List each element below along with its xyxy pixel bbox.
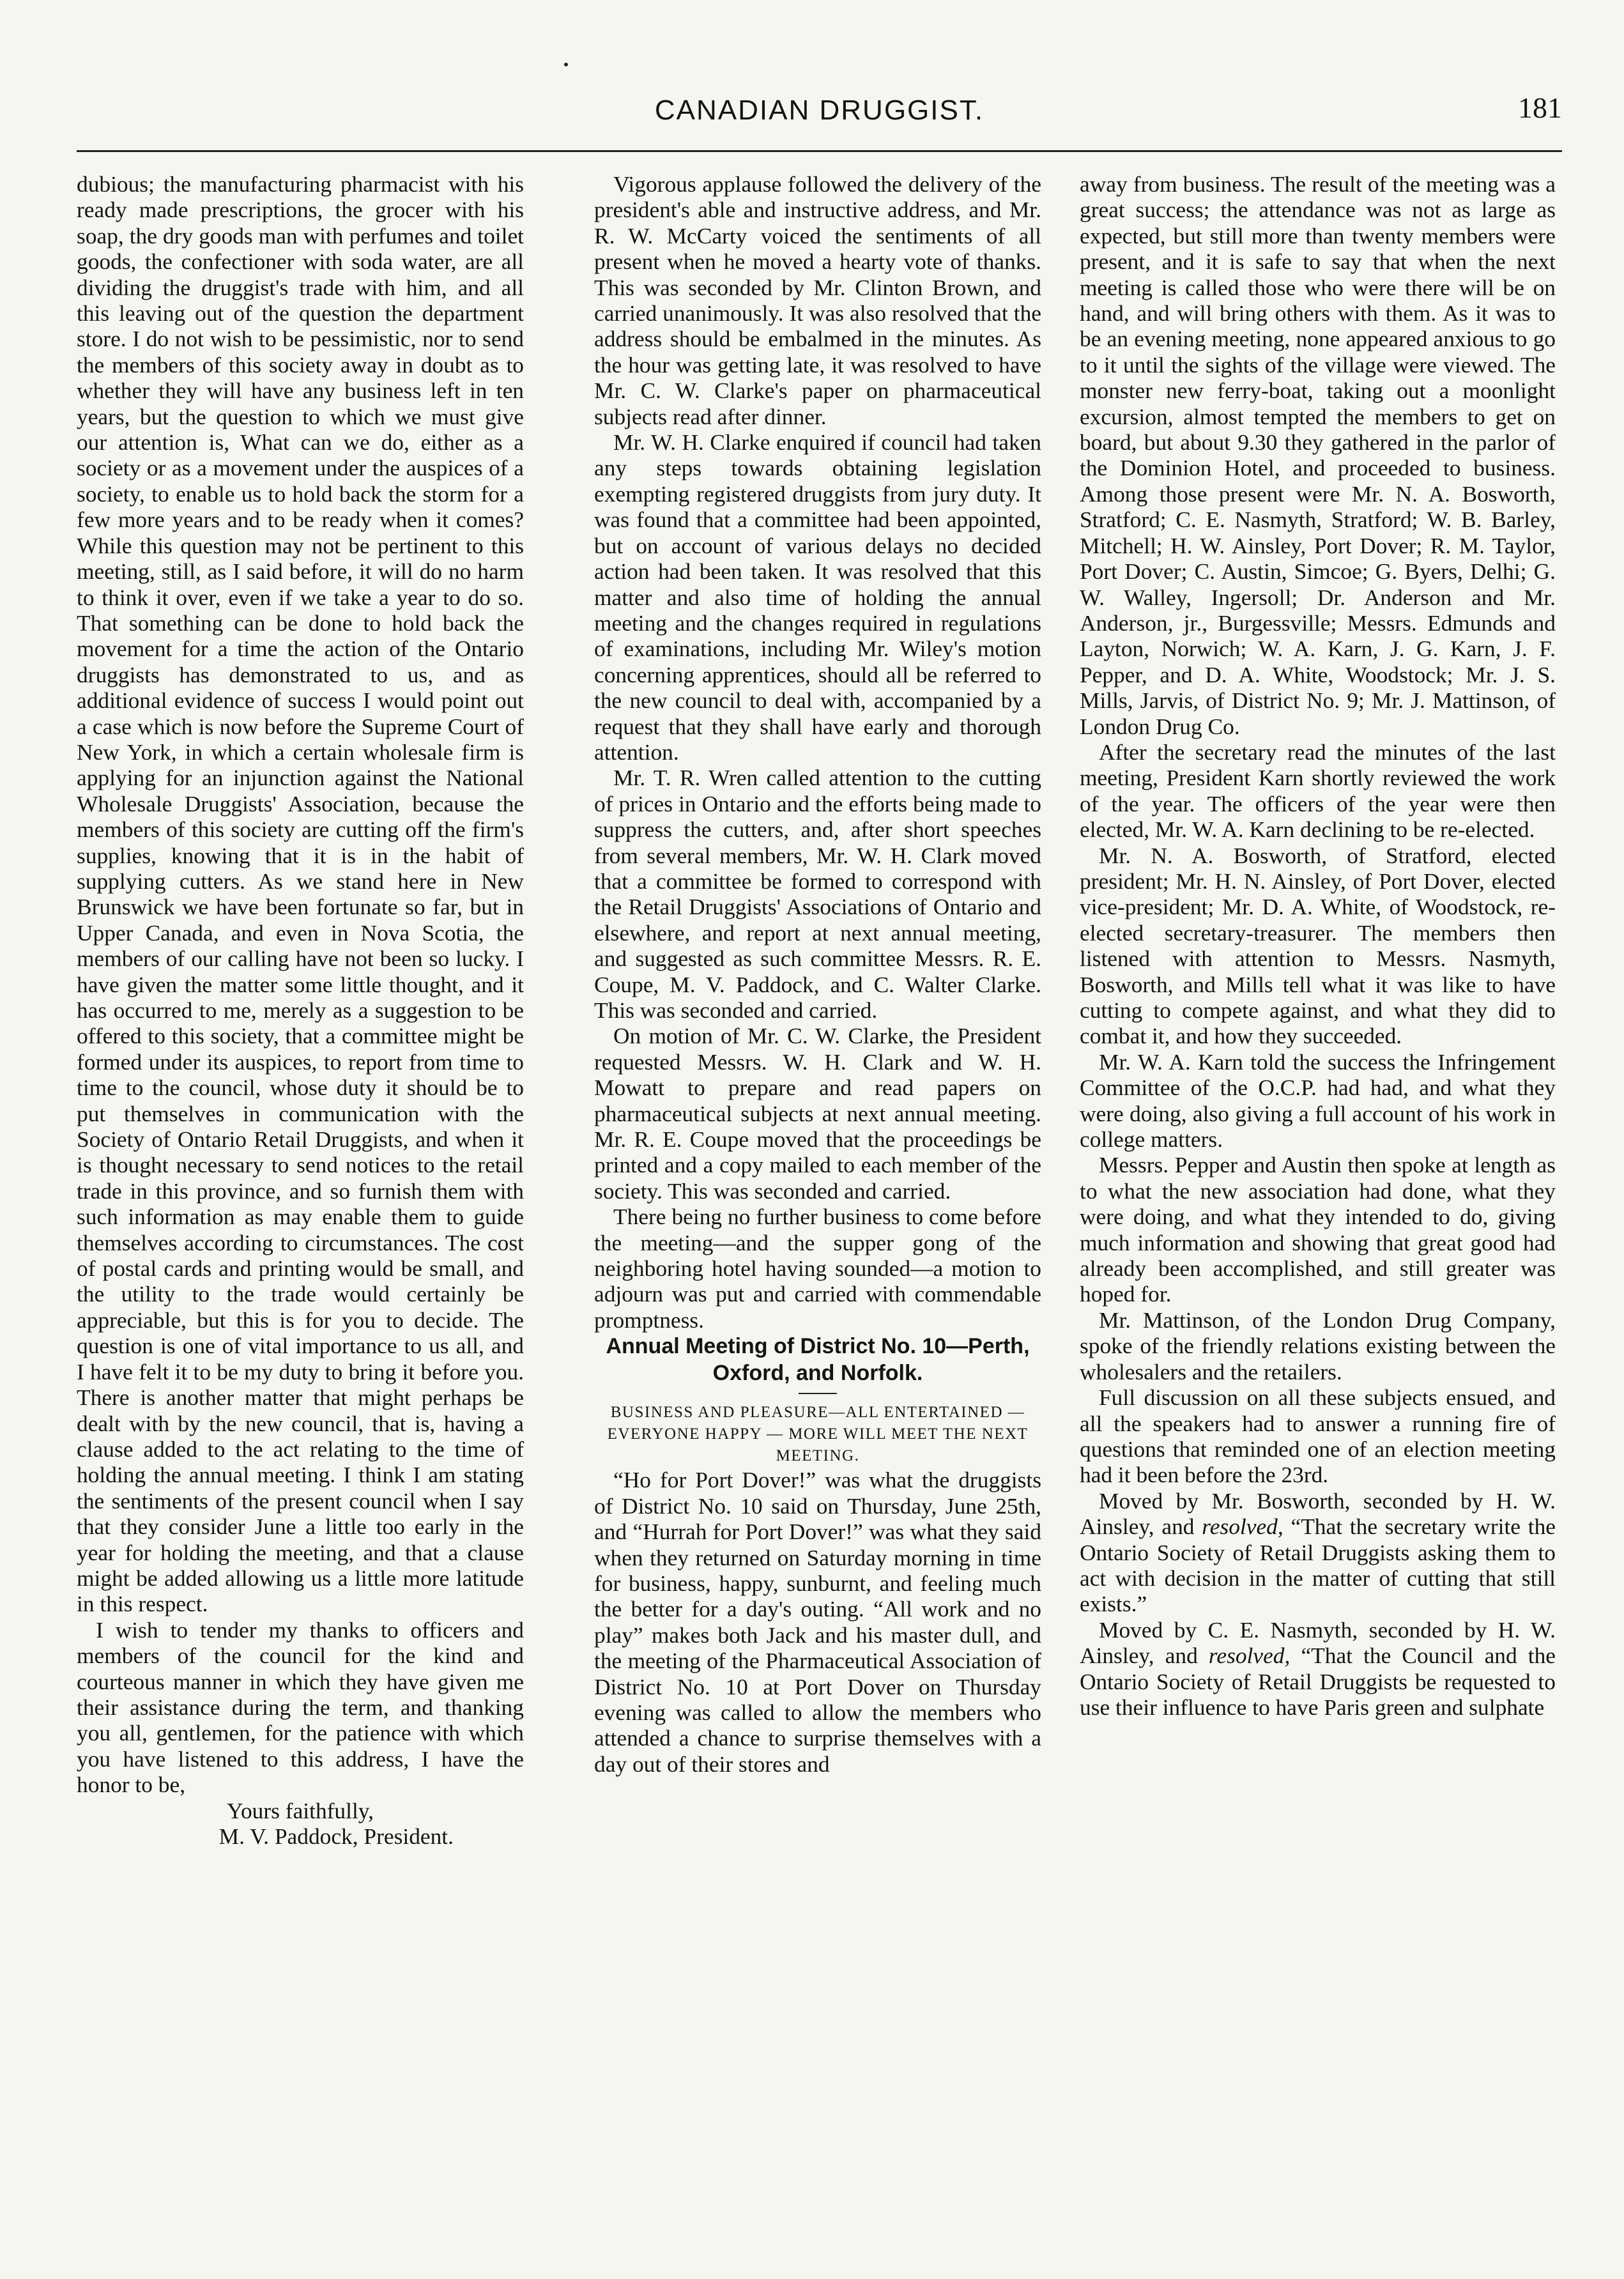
paragraph: Mr. Mattinson, of the London Drug Company, spoke of the friendly relations existing between the wholesalers and the retailers. <box>1080 1307 1556 1385</box>
paragraph: Mr. T. R. Wren called attention to the cutting of prices in Ontario and the efforts being made to suppress the cutters, and, after short speeches from several members, Mr. W. H. Clark moved that a committee be formed to correspond with the Retail Druggists' Associations of Ontario and elsewhere, and report at next annual meeting, and suggested as such committee Messrs. R. E. Coupe, M. V. Paddock, and C. Walter Clarke. This was seconded and carried. <box>594 765 1041 1023</box>
column-1 <box>77 171 524 1849</box>
paragraph: There being no further business to come before the meeting—and the supper gong of the neighboring hotel having sounded—a motion to adjourn was put and carried with commendable promptness. <box>594 1204 1041 1333</box>
publication-title: CANADIAN DRUGGIST. <box>654 95 984 126</box>
paragraph: On motion of Mr. C. W. Clarke, the President requested Messrs. W. H. Clark and W. H. Mowatt to prepare and read papers on pharmaceutical subjects at next annual meeting. Mr. R. E. Coupe moved that the proceedings be printed and a copy mailed to each member of the society. This was seconded and carried. <box>594 1023 1041 1204</box>
paragraph: Full discussion on all these subjects ensued, and all the speakers had to answer a running fire of questions that reminded one of an election meeting had it been before the 23rd. <box>1080 1385 1556 1488</box>
paragraph: away from business. The result of the meeting was a great success; the attendance was not as large as expected, but still more than twenty members were present, and it is safe to say that when the next meeting is called those who were there will be on hand, and will bring others with them. As it was to be an evening meeting, none appeared anxious to go to it until the sights of the village were viewed. The monster new ferry-boat, taking out a moonlight excursion, almost tempted the members to get on board, but about 9.30 they gathered in the parlor of the Dominion Hotel, and proceeded to business. Among those present were Mr. N. A. Bosworth, Stratford; C. E. Nasmyth, Stratford; W. B. Barley, Mitchell; H. W. Ainsley, Port Dover; R. M. Taylor, Port Dover; C. Austin, Simcoe; G. Byers, Delhi; G. W. Walley, Ingersoll; Dr. Anderson and Mr. Anderson, jr., Burgessville; Messrs. Edmunds and Layton, Norwich; W. A. Karn, J. G. Karn, J. F. Pepper, and D. A. White, Woodstock; Mr. J. S. Mills, Jarvis, of District No. 9; Mr. J. Mattinson, of London Drug Co. <box>1080 171 1556 739</box>
paragraph: Mr. W. H. Clarke enquired if council had taken any steps towards obtaining legislation exempting registered druggists from jury duty. It was found that a committee had been appointed, but on account of various delays no decided action had been taken. It was resolved that this matter and also time of holding the annual meeting and the changes required in regulations of examinations, including Mr. Wiley's motion concerning apprentices, should all be referred to the new council to deal with, accompanied by a request that they shall have early and thorough attention. <box>594 429 1041 765</box>
column-2 <box>594 171 1041 1777</box>
motion-text: “That the secretary write the Ontario Society of Retail Druggists asking them to act with decision in the matter of cutting that still exists.” <box>1080 1514 1556 1617</box>
paragraph: Mr. N. A. Bosworth, of Stratford, elected president; Mr. H. N. Ainsley, of Port Dover, elected vice-president; Mr. D. A. White, of Woodstock, re-elected secretary-treasurer. The members then listened with attention to Messrs. Nasmyth, Bosworth, and Mills tell what it was like to have cutting to compete against, and what they did to combat it, and how they succeeded. <box>1080 842 1556 1049</box>
paragraph: I wish to tender my thanks to officers and members of the council for the kind and courteous manner in which they have given me their assistance during the term, and thanking you all, gentlemen, for the patience with which you have listened to this address, I have the honor to be, <box>77 1616 524 1798</box>
paragraph: dubious; the manufacturing pharmacist with his ready made prescriptions, the grocer with his soap, the dry goods man with perfumes and toilet goods, the confectioner with soda water, are all dividing the druggist's trade with him, and all this leaving out of the question the department store. I do not wish to be pessimistic, nor to send the members of this society away in doubt as to whether they will have any business left in ten years, but the question to which we must give our attention is, What can we do, either as a society or as a movement under the auspices of a society, to enable us to hold back the storm for a few more years and to be ready when it comes? While this question may not be pertinent to this meeting, still, as I said before, it will do no harm to think it over, even if we take a year to do so. That something can be done to hold back the movement for a time the action of the Ontario druggists has demonstrated to us, and as additional evidence of success I would point out a case which is now before the Supreme Court of New York, in which a certain wholesale firm is applying for an injunction against the National Wholesale Druggists' Association, because the members of this society are cutting off the firm's supplies, knowing that it is in the habit of supplying cutters. As we stand here in New Brunswick we have been fortunate so far, but in Upper Canada, and even in Nova Scotia, the members of our calling have not been so lucky. I have given the matter some little thought, and it has occurred to me, merely as a suggestion to be offered to this society, that a committee might be formed under its auspices, to report from time to time to the council, whose duty it should be to put themselves in communication with the Society of Ontario Retail Druggists, and when it is thought necessary to send notices to the retail trade in this province, and so furnish them with such information as may enable them to guide themselves according to circumstances. The cost of postal cards and printing would be small, and the utility to the trade would certainly be appreciable, but this is for you to decide. The question is one of vital importance to us all, and I have felt it to be my duty to bring it before you. There is another matter that might perhaps be dealt with by the new council, that is, having a clause added to the act relating to the time of holding the annual meeting. I think I am stating the sentiments of the present council when I say that they consider June a little too early in the year for holding the meeting, and that a clause might be added allowing us a little more latitude in this respect. <box>77 171 524 1617</box>
paragraph: Vigorous applause followed the delivery of the president's able and instructive address, and Mr. R. W. McCarty voiced the sentiments of all present when he moved a hearty vote of thanks. This was seconded by Mr. Clinton Brown, and carried unanimously. It was also resolved that the address should be embalmed in the minutes. As the hour was getting late, it was resolved to have Mr. C. W. Clarke's paper on pharmaceutical subjects read after dinner. <box>594 171 1041 429</box>
closing: Yours faithfully, <box>226 1797 374 1823</box>
signature: M. V. Paddock, President. <box>218 1823 454 1849</box>
paragraph: After the secretary read the minutes of the last meeting, President Karn shortly reviewed the work of the year. The officers of the year were then elected, Mr. W. A. Karn declining to be re-elected. <box>1080 739 1556 843</box>
headline-rule <box>799 1393 837 1394</box>
page-number: 181 <box>1518 91 1562 124</box>
article-headline: Annual Meeting of District No. 10—Perth, Oxford, and Norfolk. <box>606 1334 1030 1386</box>
resolved-italic: resolved, <box>1202 1514 1283 1540</box>
column-3 <box>1080 171 1556 1720</box>
resolved-italic: resolved, <box>1208 1643 1291 1669</box>
page-header <box>77 91 1562 146</box>
motion-text: Moved by Mr. Bosworth, seconded by H. W. Ainsley, and <box>1080 1487 1556 1540</box>
paragraph: Mr. W. A. Karn told the success the Infringement Committee of the O.C.P. had had, and what they were doing, also giving a full account of his work in college matters. <box>1080 1048 1556 1153</box>
paragraph <box>1080 1488 1556 1617</box>
paragraph <box>1080 1617 1556 1721</box>
ink-dot <box>564 63 568 66</box>
motion-text: “That the Council and the Ontario Society of Retail Druggists be requested to use their influence to have Paris green and sulphate <box>1080 1643 1556 1720</box>
header-rule <box>77 150 1562 152</box>
article-subhead: BUSINESS AND PLEASURE—ALL ENTERTAINED — EVERYONE HAPPY — MORE WILL MEET THE NEXT MEETING. <box>607 1404 1029 1465</box>
paragraph: “Ho for Port Dover!” was what the druggists of District No. 10 said on Thursday, June 25th, and “Hurrah for Port Dover!” was what they said when they returned on Saturday morning in time for business, happy, sunburnt, and feeling much the better for a day's outing. “All work and no play” makes both Jack and his master dull, and the meeting of the Pharmaceutical Association of District No. 10 at Port Dover on Thursday evening was called to allow the members who attended a chance to surprise themselves with a day out of their stores and <box>594 1467 1041 1777</box>
motion-text: Moved by C. E. Nasmyth, seconded by H. W. Ainsley, and <box>1080 1616 1556 1669</box>
paragraph: Messrs. Pepper and Austin then spoke at length as to what the new association had done, what they were doing, and what they intended to do, giving much information and showing that great good had already been accomplished, and still greater was hoped for. <box>1080 1152 1556 1307</box>
